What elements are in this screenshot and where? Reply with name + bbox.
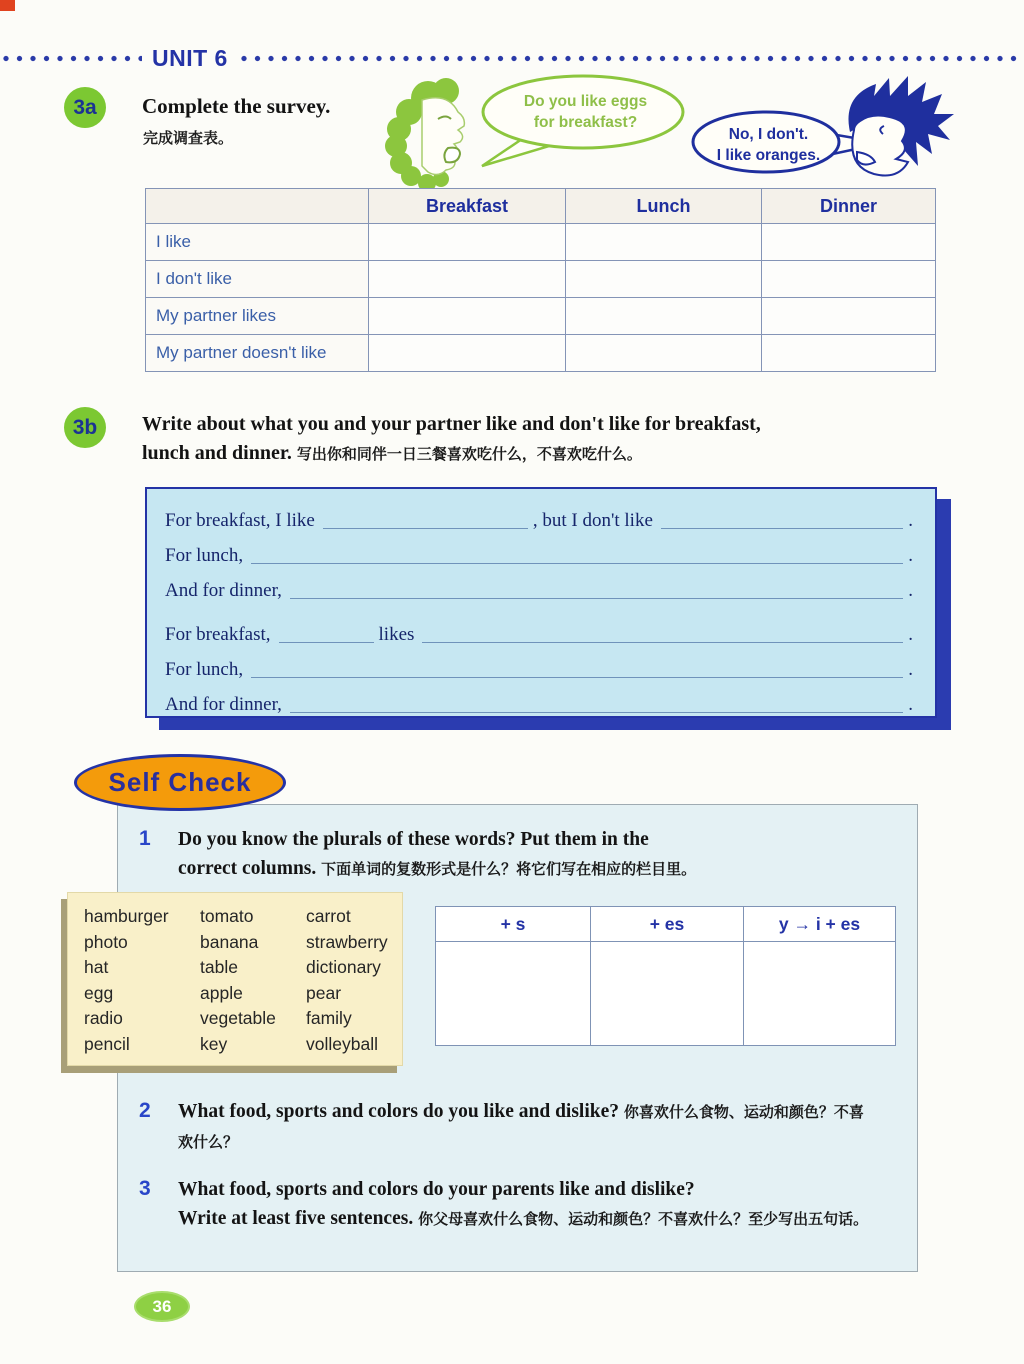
survey-answer-cell[interactable] <box>566 298 762 335</box>
fill-in-blank[interactable] <box>323 511 528 529</box>
survey-row-label: I like <box>146 224 369 261</box>
section-3b-badge: 3b <box>64 407 106 448</box>
word-list-note <box>67 892 403 1066</box>
writing-line-text: For lunch, <box>165 659 244 680</box>
survey-header-row <box>146 189 936 224</box>
boy-face-illustration <box>848 76 954 176</box>
plural-answer-cell[interactable] <box>744 942 896 1046</box>
plural-answer-cell[interactable] <box>436 942 591 1046</box>
word: key <box>200 1033 228 1054</box>
self-check-label: Self Check <box>108 767 252 797</box>
word: pencil <box>84 1033 130 1054</box>
word: apple <box>200 982 243 1003</box>
plural-answer-row <box>436 942 896 1046</box>
fill-in-blank[interactable] <box>290 695 903 713</box>
dotted-rule-left <box>0 54 142 63</box>
writing-line <box>165 683 913 718</box>
plural-header-y-to-ies: y → i + es <box>744 907 896 942</box>
self-check-item-2-number: 2 <box>139 1099 151 1122</box>
item-2-en: What food, sports and colors do you like and dislike? <box>178 1101 620 1122</box>
section-3a-title-chinese: 完成调查表。 <box>143 130 234 147</box>
writing-line-period: . <box>908 694 913 715</box>
writing-line-period: . <box>908 624 913 645</box>
word: volleyball <box>306 1033 378 1054</box>
section-3a-badge: 3a <box>64 87 106 128</box>
section-3b-title-line1: Write about what you and your partner like and don't like for breakfast, <box>142 413 761 435</box>
self-check-label-oval <box>74 754 286 811</box>
word: vegetable <box>200 1008 276 1028</box>
writing-line-text: And for dinner, <box>165 694 282 715</box>
survey-col-header-breakfast: Breakfast <box>369 189 566 224</box>
word: hat <box>84 957 109 977</box>
fill-in-blank[interactable] <box>251 660 903 678</box>
item-2-chinese: 你喜欢什么食物、运动和颜色？不喜欢什么？ <box>178 1104 864 1151</box>
item-1-chinese: 下面单词的复数形式是什么？将它们写在相应的栏目里。 <box>321 861 697 878</box>
survey-answer-cell[interactable] <box>762 224 936 261</box>
fill-in-blank[interactable] <box>422 625 903 643</box>
survey-row-partner-likes <box>146 298 936 335</box>
section-3b-title <box>142 410 972 469</box>
writing-line-period: . <box>908 510 913 531</box>
item-1-en-line1: Do you know the plurals of these words? Put them in the <box>178 829 649 850</box>
survey-row-label: My partner doesn't like <box>146 335 369 372</box>
unit-header <box>0 44 1024 71</box>
self-check-item-1-number: 1 <box>139 827 151 850</box>
fill-in-blank[interactable] <box>251 546 903 564</box>
fill-in-blank[interactable] <box>279 625 374 643</box>
plural-header-add-s: + s <box>436 907 591 942</box>
writing-line-period: . <box>908 580 913 601</box>
word: pear <box>306 982 342 1003</box>
page-number: 36 <box>152 1296 172 1316</box>
writing-line <box>165 613 913 648</box>
writing-line <box>165 569 913 604</box>
item-1-en-line2: correct columns. <box>178 858 317 879</box>
dotted-rule-right <box>238 54 1024 63</box>
fill-in-blank[interactable] <box>661 511 903 529</box>
writing-line-text: , but I don't like <box>532 510 653 531</box>
survey-corner-cell <box>146 189 369 224</box>
survey-answer-cell[interactable] <box>369 298 566 335</box>
writing-line-text: For lunch, <box>165 545 244 566</box>
item-3-en-line1: What food, sports and colors do your parents like and dislike? <box>178 1179 695 1200</box>
section-3a-title: Complete the survey. <box>142 94 331 118</box>
survey-answer-cell[interactable] <box>762 335 936 372</box>
survey-answer-cell[interactable] <box>369 224 566 261</box>
writing-line <box>165 499 913 534</box>
survey-answer-cell[interactable] <box>369 335 566 372</box>
item-3-en-line2: Write at least five sentences. <box>178 1208 414 1229</box>
writing-line <box>165 534 913 569</box>
writing-line-text: For breakfast, I like <box>165 510 315 531</box>
survey-col-header-dinner: Dinner <box>762 189 936 224</box>
survey-row-label: My partner likes <box>146 298 369 335</box>
survey-answer-cell[interactable] <box>762 298 936 335</box>
section-3b-title-chinese: 写出你和同伴一日三餐喜欢吃什么，不喜欢吃什么。 <box>296 446 642 463</box>
plural-header-row <box>436 907 896 942</box>
survey-row-i-like <box>146 224 936 261</box>
survey-row-partner-doesnt-like <box>146 335 936 372</box>
writing-line-text: For breakfast, <box>165 624 271 645</box>
plural-answer-cell[interactable] <box>591 942 744 1046</box>
plural-columns-table <box>435 906 896 1046</box>
self-check-item-3-number: 3 <box>139 1177 151 1200</box>
survey-table <box>145 188 936 372</box>
word: radio <box>84 1008 123 1028</box>
word: table <box>200 957 238 977</box>
writing-line-text: likes <box>378 624 415 645</box>
survey-row-label: I don't like <box>146 261 369 298</box>
word: family <box>306 1008 352 1028</box>
writing-line <box>165 648 913 683</box>
word: dictionary <box>306 957 381 977</box>
plural-header-add-es: + es <box>591 907 744 942</box>
unit-title: UNIT 6 <box>152 44 228 71</box>
dialogue-illustration <box>378 72 958 192</box>
word-list-column-1 <box>84 904 200 1057</box>
girl-face-illustration <box>385 78 464 192</box>
survey-col-header-lunch: Lunch <box>566 189 762 224</box>
fill-in-blank[interactable] <box>290 581 903 599</box>
word: egg <box>84 982 114 1003</box>
word: banana <box>200 931 259 952</box>
word-list-column-2 <box>200 904 306 1057</box>
self-check-item-2-text <box>178 1097 868 1157</box>
section-3b-title-line2: lunch and dinner. <box>142 442 292 464</box>
survey-answer-cell[interactable] <box>369 261 566 298</box>
survey-answer-cell[interactable] <box>762 261 936 298</box>
page-corner-mark <box>0 0 15 11</box>
page-number-badge <box>134 1291 190 1322</box>
boy-speech-text: No, I don't. I like oranges. <box>716 126 821 164</box>
self-check-item-3-text <box>178 1175 890 1234</box>
word: tomato <box>200 906 254 926</box>
writing-line-period: . <box>908 659 913 680</box>
word: hamburger <box>84 906 169 926</box>
word: photo <box>84 931 128 952</box>
girl-speech-text: Do you like eggs for breakfast? <box>523 93 648 131</box>
writing-practice-box <box>145 487 937 718</box>
word: carrot <box>306 906 351 926</box>
self-check-item-1-text <box>178 825 878 884</box>
writing-line-text: And for dinner, <box>165 580 282 601</box>
survey-answer-cell[interactable] <box>566 224 762 261</box>
survey-answer-cell[interactable] <box>566 261 762 298</box>
writing-line-period: . <box>908 545 913 566</box>
survey-answer-cell[interactable] <box>566 335 762 372</box>
survey-row-i-dont-like <box>146 261 936 298</box>
word: strawberry <box>306 931 388 952</box>
word-list-column-3 <box>306 904 396 1057</box>
item-3-chinese: 你父母喜欢什么食物、运动和颜色？不喜欢什么？至少写出五句话。 <box>418 1211 869 1228</box>
